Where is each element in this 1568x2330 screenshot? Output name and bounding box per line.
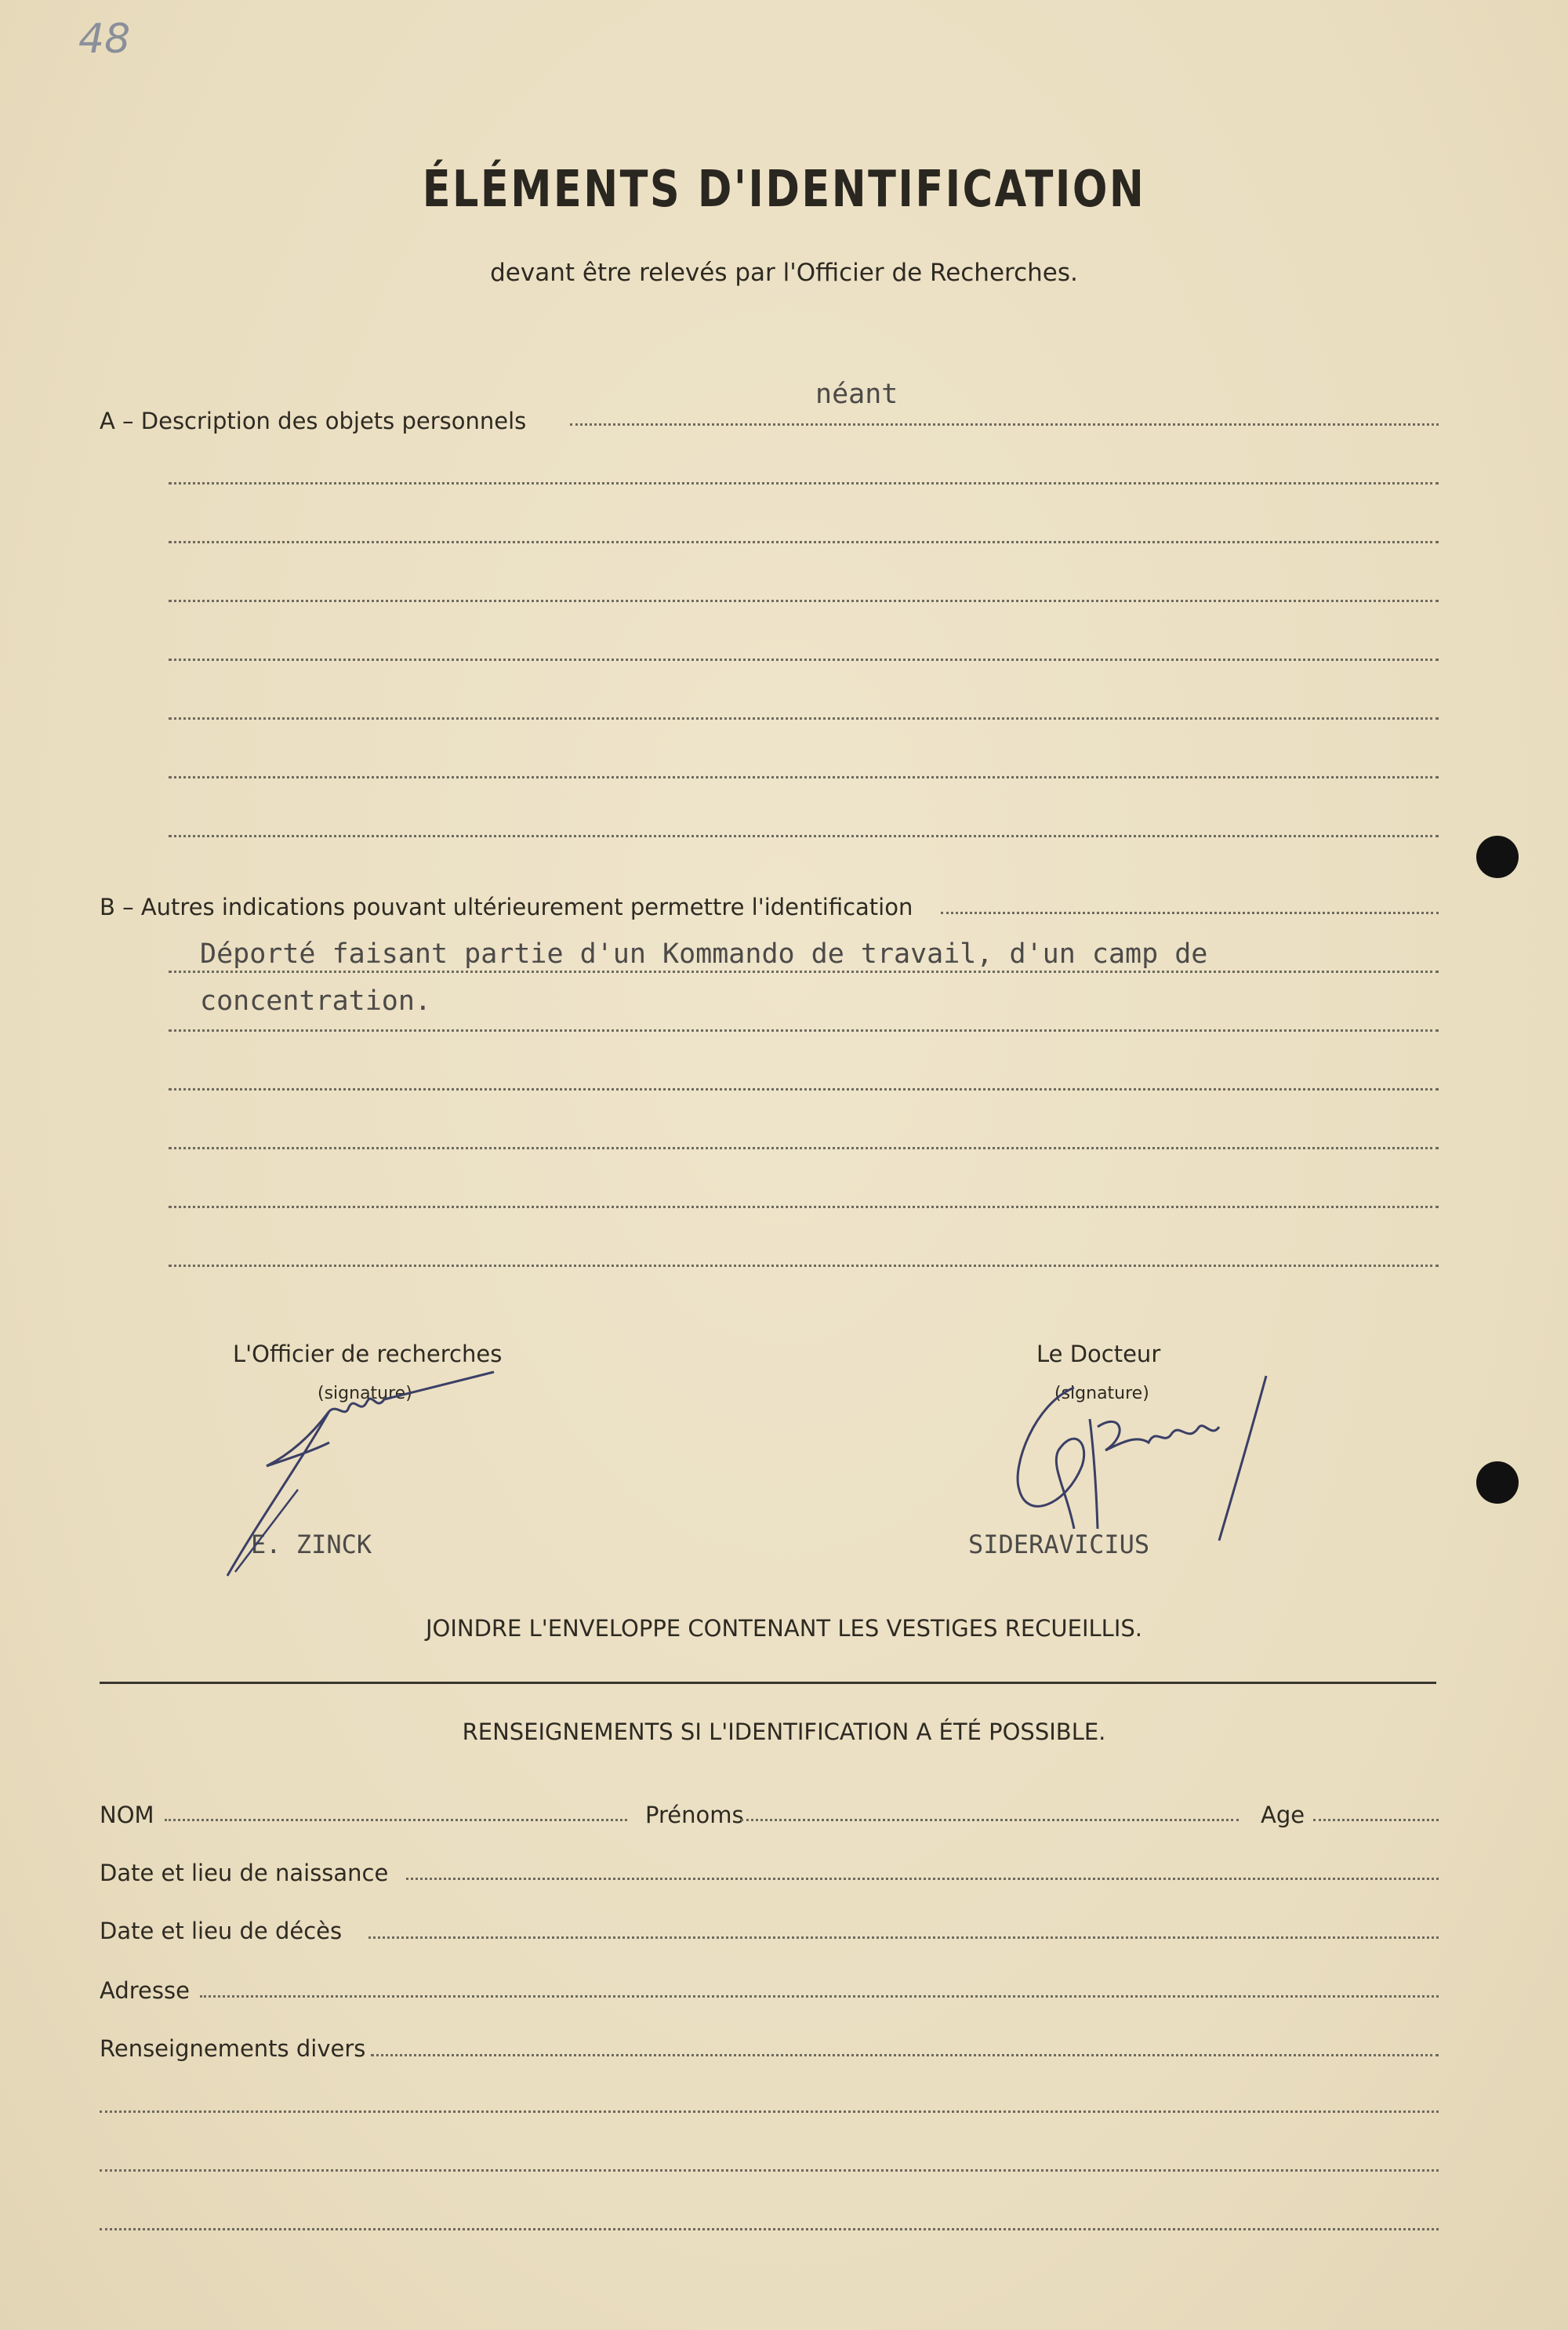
- section-a-line: [169, 717, 1439, 720]
- prenoms-label: Prénoms: [645, 1802, 744, 1828]
- officer-name: E. ZINCK: [251, 1530, 372, 1559]
- page-number: 48: [78, 16, 131, 63]
- deces-line: [368, 1936, 1439, 1939]
- divers-line: [100, 2110, 1439, 2113]
- section-a-line: [169, 776, 1439, 778]
- section-b-line: [169, 1088, 1439, 1091]
- section-a-line: [570, 423, 1439, 426]
- officer-signature-label: (signature): [318, 1384, 412, 1403]
- divers-label: Renseignements divers: [100, 2035, 366, 2062]
- divers-line: [100, 2228, 1439, 2230]
- section-a-line: [169, 835, 1439, 837]
- divers-line: [100, 2169, 1439, 2172]
- section-b-text-line-1: Déporté faisant partie d'un Kommando de travail, d'un camp de: [200, 938, 1208, 970]
- naissance-label: Date et lieu de naissance: [100, 1860, 389, 1886]
- section-b-line: [169, 1029, 1439, 1032]
- doctor-signature-label: (signature): [1054, 1384, 1149, 1403]
- punch-hole: [1476, 1461, 1519, 1504]
- deces-label: Date et lieu de décès: [100, 1918, 343, 1944]
- section-b-line: [169, 971, 1439, 973]
- section-b-line: [169, 1265, 1439, 1267]
- officer-title: L'Officier de recherches: [233, 1341, 503, 1367]
- prenoms-line: [741, 1819, 1239, 1821]
- identification-heading: RENSEIGNEMENTS SI L'IDENTIFICATION A ÉTÉ POSSIBLE.: [462, 1718, 1106, 1745]
- nom-label: NOM: [100, 1802, 154, 1828]
- form-subtitle: devant être relevés par l'Officier de Recherches.: [490, 259, 1078, 287]
- section-a-line: [169, 541, 1439, 543]
- section-a-label: A – Description des objets personnels: [100, 408, 527, 434]
- adresse-label: Adresse: [100, 1977, 190, 2004]
- officer-signature: [212, 1364, 510, 1584]
- doctor-name: SIDERAVICIUS: [968, 1530, 1150, 1559]
- section-a-value: néant: [815, 379, 898, 410]
- section-a-line: [169, 659, 1439, 661]
- punch-hole: [1476, 836, 1519, 878]
- adresse-line: [200, 1995, 1439, 1998]
- doctor-title: Le Docteur: [1036, 1341, 1161, 1367]
- age-label: Age: [1261, 1802, 1305, 1828]
- section-b-label: B – Autres indications pouvant ultérieurement permettre l'identification: [100, 894, 913, 920]
- age-line: [1313, 1819, 1439, 1821]
- envelope-note: JOINDRE L'ENVELOPPE CONTENANT LES VESTIGES RECUEILLIS.: [425, 1615, 1143, 1642]
- form-title: ÉLÉMENTS D'IDENTIFICATION: [422, 161, 1146, 219]
- section-divider: [100, 1682, 1436, 1684]
- section-a-line: [169, 600, 1439, 602]
- nom-line: [165, 1819, 627, 1821]
- section-b-line: [169, 1206, 1439, 1208]
- doctor-signature: [1004, 1372, 1278, 1568]
- divers-line: [371, 2054, 1439, 2056]
- section-b-line: [941, 912, 1439, 914]
- section-b-line: [169, 1147, 1439, 1149]
- naissance-line: [406, 1878, 1439, 1880]
- section-b-text-line-2: concentration.: [200, 985, 432, 1017]
- section-a-line: [169, 482, 1439, 485]
